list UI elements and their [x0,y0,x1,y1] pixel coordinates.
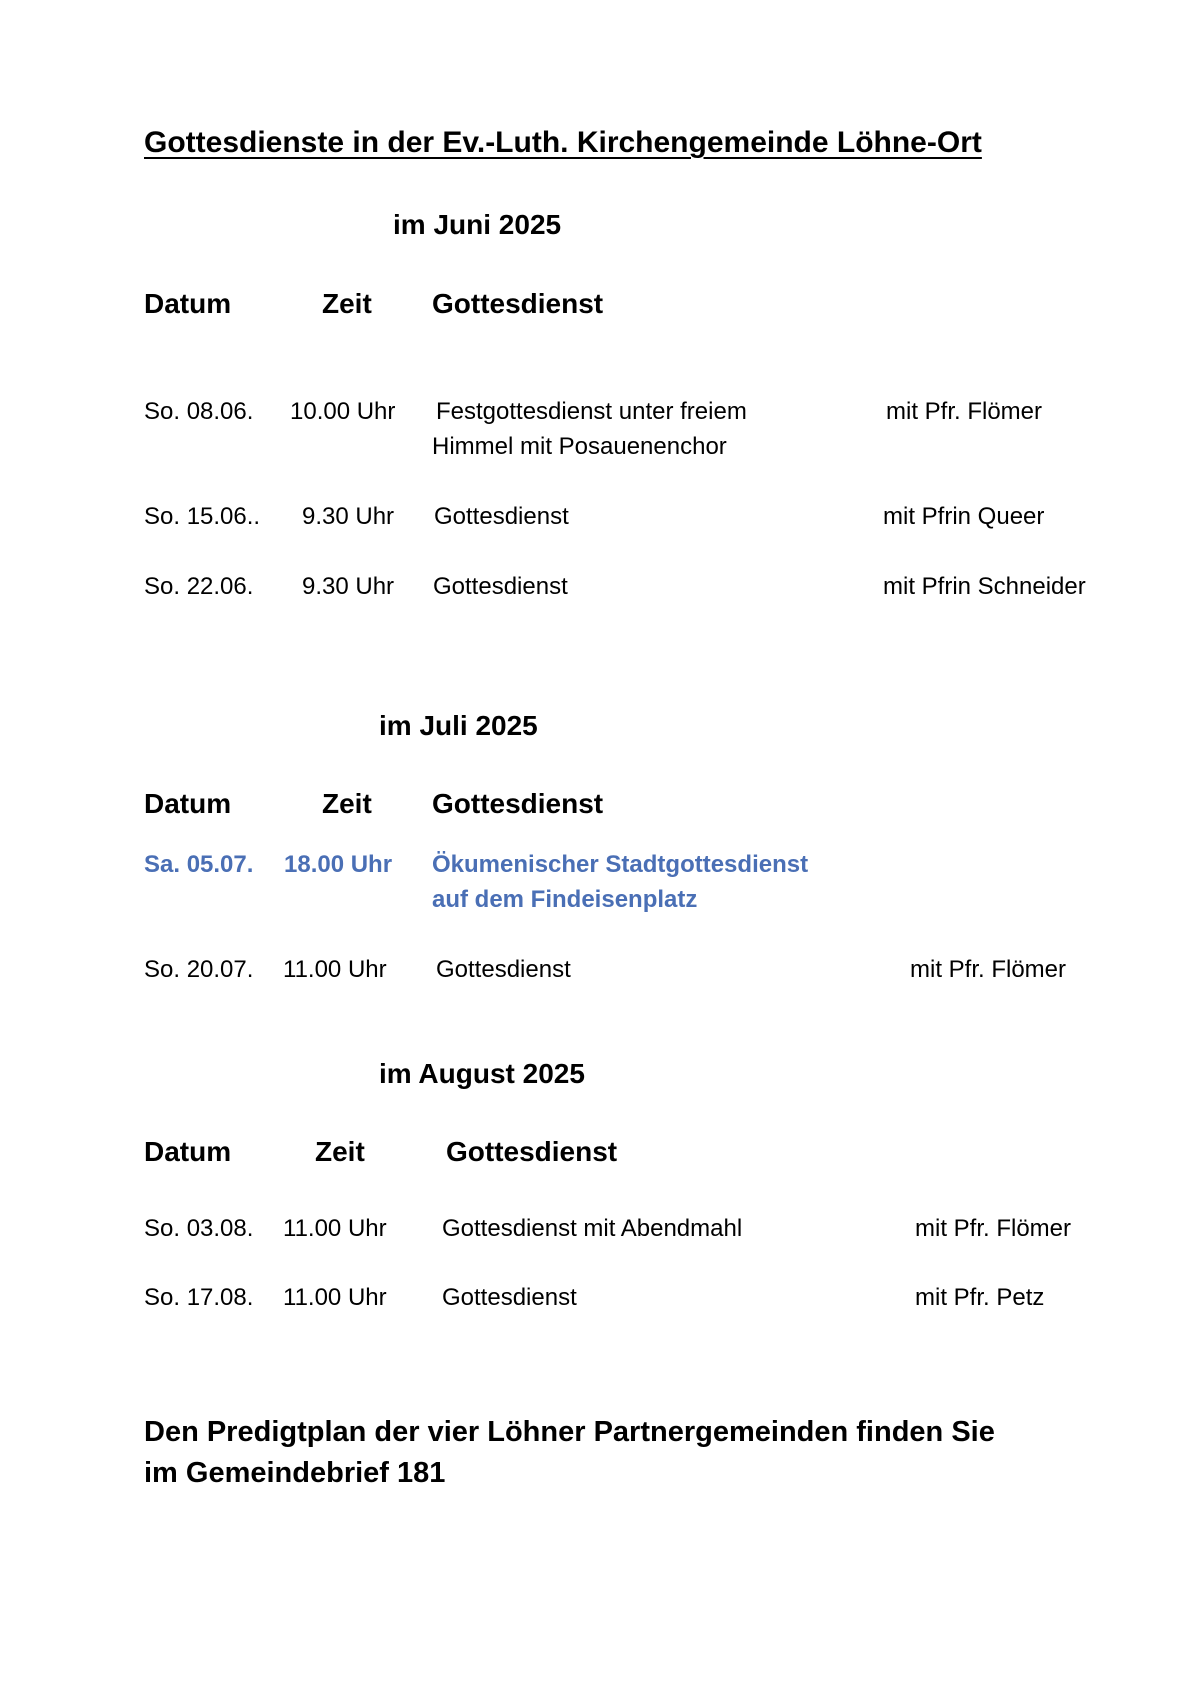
column-header-datum: Datum [144,288,232,319]
row-date: So. 08.06. [144,398,254,425]
row-date: So. 20.07. [144,956,254,983]
row-time: 11.00 Uhr [283,956,387,983]
row-service: Gottesdienst [442,1284,577,1311]
row-time: 11.00 Uhr [283,1215,387,1242]
row-time: 10.00 Uhr [290,398,396,425]
column-header-datum: Datum [144,788,232,819]
page-title: Gottesdienste in der Ev.-Luth. Kirchengemeinde Löhne-Ort [144,126,982,159]
column-header-zeit: Zeit [322,288,372,319]
footer-line-1: Den Predigtplan der vier Löhner Partnergemeinden finden Sie [144,1416,995,1448]
column-header-datum: Datum [144,1136,232,1167]
column-header-zeit: Zeit [315,1136,365,1167]
row-date: So. 15.06.. [144,503,261,530]
row-pastor: mit Pfrin Queer [883,503,1045,530]
row-pastor: mit Pfrin Schneider [883,573,1086,600]
row-pastor: mit Pfr. Flömer [886,398,1043,425]
row-service-line2: Himmel mit Posauenenchor [432,433,727,460]
row-time-highlight: 18.00 Uhr [284,851,393,878]
row-service: Gottesdienst mit Abendmahl [442,1215,743,1242]
row-pastor: mit Pfr. Petz [915,1284,1045,1311]
column-header-gottesdienst: Gottesdienst [432,288,604,319]
month-heading-july: im Juli 2025 [379,710,538,741]
row-time: 9.30 Uhr [302,573,395,600]
row-date: So. 22.06. [144,573,254,600]
column-header-gottesdienst: Gottesdienst [446,1136,618,1167]
footer-note [144,1412,995,1494]
row-service: Gottesdienst [433,573,568,600]
footer-line-2: im Gemeindebrief 181 [144,1457,446,1489]
column-header-zeit: Zeit [322,788,372,819]
month-heading-june: im Juni 2025 [393,209,562,240]
month-heading-august: im August 2025 [379,1058,585,1089]
row-service: Festgottesdienst unter freiem [436,398,747,425]
row-date-highlight: Sa. 05.07. [144,851,254,878]
row-service-highlight: Ökumenischer Stadtgottesdienst [432,851,809,878]
row-time: 9.30 Uhr [302,503,395,530]
column-header-gottesdienst: Gottesdienst [432,788,604,819]
row-pastor: mit Pfr. Flömer [915,1215,1072,1242]
row-service-line2-highlight: auf dem Findeisenplatz [432,886,698,913]
row-date: So. 17.08. [144,1284,254,1311]
row-date: So. 03.08. [144,1215,254,1242]
row-pastor: mit Pfr. Flömer [910,956,1067,983]
row-time: 11.00 Uhr [283,1284,387,1311]
row-service: Gottesdienst [434,503,569,530]
row-service: Gottesdienst [436,956,571,983]
